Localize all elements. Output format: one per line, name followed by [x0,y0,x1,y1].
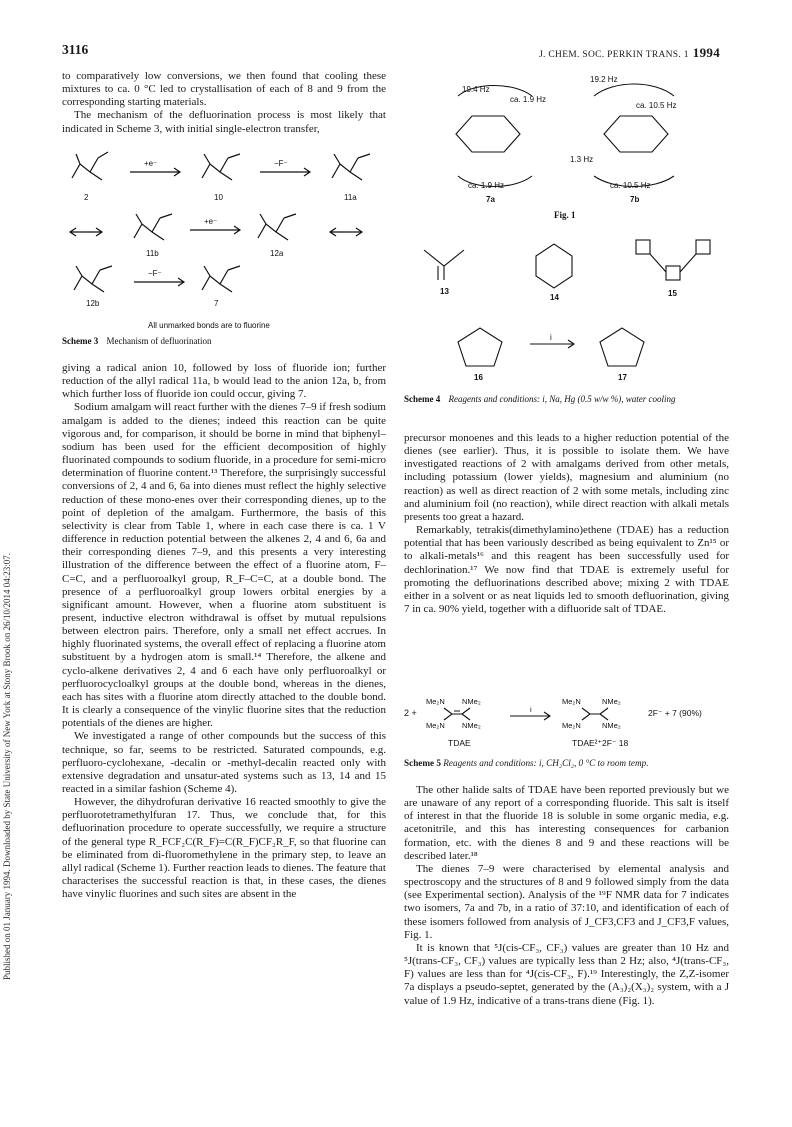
right-column-top [404,432,729,616]
fig1-j-7a-bottom: ca. 1.9 Hz [468,181,505,190]
s4-label-13: 13 [440,287,449,296]
s5-caption-label: Scheme 5 [404,758,441,768]
s4-label-15: 15 [668,289,677,298]
structure-10 [202,154,240,180]
right-column-bottom [404,784,729,1008]
s5-salt-bonds [582,708,608,720]
right-p4: The dienes 7–9 were characterised by elemental analysis and spectroscopy and the structures of 8 and 9 followed simply from the data (see Experimental section). Analysis of the ¹⁹F NMR data for 7 indicates two isomers, 7a and 7b, in a ratio of 37:10, and identification of each of these isomers followed from analysis of J_CF3,CF3 and J_CF3,F values, Fig. 1. [404,862,729,941]
fig1-label-7a: 7a [486,195,495,204]
fig1-7a-diene [456,116,520,152]
structure-15-box-right [696,240,710,254]
left-mechanism-paragraph: The mechanism of the defluorination process is most likely that indicated in Scheme 3, with initial single-electron transfer, [62,109,386,135]
left-p2: giving a radical anion 10, followed by loss of fluoride ion; further reduction of the allyl radical 11a, b would lead to the anion 12a, b, from which further loss of fluoride ion could occur, giving 7. [62,362,386,401]
fig1-j-7b-side: 1.3 Hz [570,155,594,164]
s4-arrow-label: i [550,333,552,342]
fig1-j-7a-mid: ca. 1.9 Hz [510,95,547,104]
s3-label-12b: 12b [86,299,100,308]
left-intro-paragraph: to comparatively low conversions, we then found that cooling these mixtures to ca. 0 °C led to crystallisation of each of 8 and 9 from the corresponding starting materials. [62,70,386,109]
right-p3: The other halide salts of TDAE have been reported previously but we are unaware of any report of a corresponding fluoride. This salt is itself of interest in that the fluoride 18 is soluble in some organic media, e.g. acetonitrile, and this has interesting consequences for carbanion formation, etc. with the dienes 8 and 9 and these reactions will be described later.¹⁸ [404,784,729,862]
s3-label-12a: 12a [270,249,284,258]
right-p5: It is known that ⁵J(cis-CF₃, CF₃) values are greater than 10 Hz and ⁵J(trans-CF₃, CF₃) values are typically less than 2 Hz; also, ⁴J(trans-CF₃, F) values are less than for ⁴J(cis-CF₃, F).¹⁹ Interestingly, the Z,Z-isomer 7a displays a pseudo-septet, generated by the (A₃)₂(X₃)₂ system, with a J value of 1.9 Hz, indicative of a trans-trans diene (Fig. 1). [404,941,729,1007]
fig1-figure [404,72,729,222]
s3-label-7: 7 [214,299,219,308]
structure-17 [600,328,644,366]
fig1-7b-arc-top [594,84,674,96]
s3-label-11a: 11a [344,193,357,202]
fig1-j-7b-mid: ca. 10.5 Hz [636,101,677,110]
s3-label-11b: 11b [146,249,159,258]
right-p2: Remarkably, tetrakis(dimethylamino)ethene (TDAE) has a reduction potential that has been variously described as being equivalent to Zn¹⁵ or to alkali-metals¹⁶ and this reagent has been successfully used for dechlorination.¹⁷ We now find that TDAE is extremely useful for promoting the defluorinations described above; mixing 2 with TDAE either in a solvent or as neat liquids led to smooth defluorination, giving 7 in ca. 90% yield, together with a difluoride salt of TDAE. [404,524,729,616]
journal-name: J. CHEM. SOC. PERKIN TRANS. 1 [539,50,689,60]
structure-12a [258,214,296,240]
s3-caption-text: Mechanism of defluorination [106,336,212,346]
s5-p-me2n-top: Me₂N [562,697,581,706]
structure-11b [134,214,172,240]
journal-header [539,45,720,61]
fig1-j-7b-top: 19.2 Hz [590,75,618,84]
s3-arrow1-label: +e⁻ [144,159,158,168]
s5-arrow-label: i [530,705,532,714]
svg-text:Scheme 4 Reagents and cond [404,394,676,404]
left-p3: Sodium amalgam will react further with the dienes 7–9 if fresh sodium amalgam is added to the dienes; indeed this reaction can be quite vigorous and, for comparison, it should be borne in mind that biphenyl–sodium has been used for the efficient decomposition of highly fluorinated compounds to sodium fluoride, in a procedure for semi-micro determination of fluorine content.¹³ Therefore, the surprisingly successful conversions of 2, 4 and 6, 6a into dienes must reflect the highly selective reduction of these mono-enes over their corresponding dienes, up to the point of depletion of the amalgam. Furthermore, the basis of this selectivity is clear from Table 1, where in each case there is ca. 1 V difference in reduction potential between the alkenes 2, 4 and 6, 6a and their corresponding dienes 7–9, and this presents a very interesting illustration of the difference between the effect of a fluorine atom, F–C=C, and a perfluoroalkyl group, R_F–C=C, at a double bond. The presence of a perfluoroalkyl group lowers orbital energies by a significant amount. However, when a fluorine atom substituent is present, inductive electron withdrawal is offset by mutual repulsions between electron pairs. Therefore, only a small net effect accrues. In highly fluorinated systems, the overall effect of replacing a fluorine atom substituent by a hydrogen atom is small.¹⁴ Therefore, the alkene and cyclo-alkene derivatives 2, 4 and 6 each have only perfluoroalkyl or perfluorocycloalkyl groups at the double bond, whereas in the dienes, each has sites with a fluorine atom directly attached to the double bond. It is clearly a consequence of the vinylic fluorine sites that the reduction potentials of the dienes are higher. [62,401,386,730]
s4-caption-label: Scheme 4 [404,394,441,404]
left-column-top [62,70,386,136]
structure-14 [536,244,572,288]
s5-p-me2n-bottom: Me₂N [562,721,581,730]
scheme5-figure [404,694,729,752]
s5-nme2-bottom: NMe₂ [462,721,481,730]
s3-arrow4-label: −F⁻ [148,269,162,278]
fig1-label-7b: 7b [630,195,640,204]
structure-13 [424,250,464,280]
structure-12b [74,266,112,292]
structure-15-box-bottom [666,266,680,280]
s5-label-tdae: TDAE [448,738,471,748]
fig1-j-7a-top: 19.4 Hz [462,85,490,94]
side-provenance [2,150,16,980]
svg-text:Scheme 3 Mechanism of defl [62,336,212,346]
s4-caption-text: Reagents and conditions: i, Na, Hg (0.5 w/w %), water cooling [448,394,676,404]
s5-nme2-top: NMe₂ [462,697,481,706]
left-p4: We investigated a range of other compounds but the success of this technique, so far, seems to be restricted. Saturated compounds, e.g. perfluoro-cyclohexane, -decalin or -methyl-decalin reacted only with extensive degradation and unsatur-ated systems such as 13, 14 and 15 reacted in a similar fashion (Scheme 4). [62,730,386,795]
s3-label-2: 2 [84,193,89,202]
scheme4-figure [404,230,729,422]
s3-arrow3-label: +e⁻ [204,217,218,226]
journal-year: 1994 [692,45,720,60]
s5-p-nme2-bottom: NMe₂ [602,721,621,730]
structure-11a [332,154,370,180]
s5-me2n-top: Me₂N [426,697,445,706]
s4-arrow [530,340,574,348]
structure-15-bonds [650,254,696,272]
s5-caption-text: Reagents and conditions: i, CH₂Cl₂, 0 °C to room temp. [443,758,649,768]
page-number: 3116 [62,42,89,57]
side-provenance-text: Published on 01 January 1994. Downloaded by State University of New York at Stony Brook on 26/10/2014 04:23:07. [2,553,12,980]
s3-arrow2-label: −F⁻ [274,159,288,168]
scheme3-figure [62,142,387,348]
s3-note: All unmarked bonds are to fluorine [148,321,270,330]
s5-label-salt: TDAE²⁺2F⁻ 18 [572,738,629,748]
left-p5: However, the dihydrofuran derivative 16 reacted smoothly to give the perfluorotetramethylfuran 17. Thus, we conclude that, for this defluorination procedure to operate successfully, we require a structure of the general type R_FCF₂C(R_F)=C(R_F)CF₂R_F, so that fluorine can be eliminated from di-fluoromethylene in the primary step, to leave an allyl radical (Scheme 1). Further reaction leads to dienes. The feature that characterises the successful reaction is that, in these cases, the dienes have vinylic fluorines and such sites are absent in the [62,796,386,901]
s4-label-14: 14 [550,293,559,302]
s5-prefix: 2 + [404,708,417,718]
left-column-body [62,362,386,901]
s5-p-nme2-top: NMe₂ [602,697,621,706]
right-p1: precursor monoenes and this leads to a higher reduction potential of the dienes (see earlier). Thus, it is possible to isolate them. We have investigated reactions of 2 with amalgams derived from other metals, including potassium (lower yields), magnesium and aluminium (no reaction) as well as direct reaction of 2 with some metals, including zinc and aluminium foil (no reaction), while direct reaction with alkali metals presents too great a hazard. [404,432,729,523]
s5-me2n-bottom: Me₂N [426,721,445,730]
structure-16 [458,328,502,366]
fig1-caption: Fig. 1 [554,210,576,220]
fig1-7b-diene [604,116,668,152]
s4-label-16: 16 [474,373,483,382]
structure-2 [72,152,108,180]
s5-product-suffix: 2F⁻ + 7 (90%) [648,708,702,718]
s5-tdae-bonds [444,708,470,720]
structure-7 [202,266,240,292]
scheme5-caption [404,758,729,769]
s4-label-17: 17 [618,373,627,382]
fig1-j-7b-bottom: ca. 10.5 Hz [610,181,651,190]
s3-caption-label: Scheme 3 [62,336,99,346]
s3-label-10: 10 [214,193,223,202]
structure-15-box-left [636,240,650,254]
